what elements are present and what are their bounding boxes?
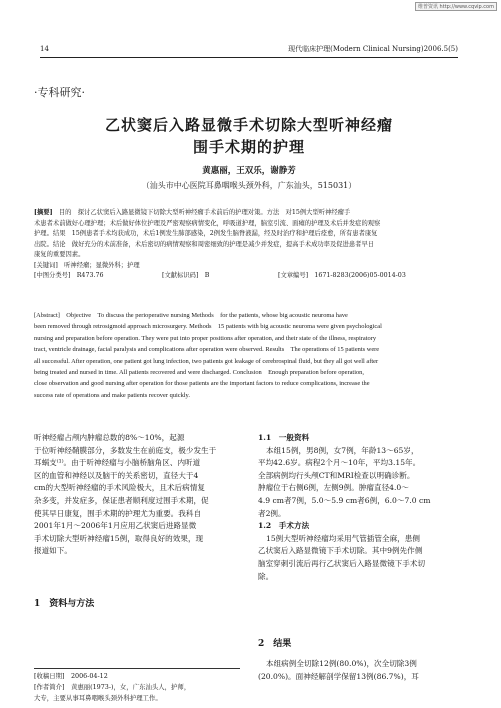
- text-line: 本组病例全切除12例(80.0%)，次全切除3例: [266, 659, 417, 668]
- abstract-en-line: success rate of operations and make patients recover quickly.: [34, 391, 190, 399]
- right-column: [258, 432, 468, 583]
- abstract-cn-tag: [摘要]: [34, 209, 53, 216]
- abstract-en-line: tract, ventricle drainage, facial paralysis and complications after operation were observed. Results The operations of 15 patients were: [34, 346, 380, 354]
- text-line: 15例大型听神经瘤均采用气管插管全麻，患侧: [266, 533, 420, 543]
- footnote-author: [作者简介] 黄惠丽(1973-)，女，广东汕头人，护师，: [34, 683, 191, 691]
- abstract-cn-line: 出院。结论 做好充分的术前准备，术后密切的病情观察和周密细致的护理是减少并发症，提高手术成功率及促进患者早日: [34, 240, 375, 248]
- intro-line: cm的大型听神经瘤的手术风险极大，且术后病情复: [34, 483, 205, 493]
- column-label: ·专科研究·: [34, 86, 85, 99]
- section-heading-1: 1 资料与方法: [34, 599, 95, 609]
- general-data-paragraph: [258, 445, 468, 458]
- page-number: 14: [40, 45, 49, 53]
- abstract-cn-line: 术患者术前做好心理护理；术后做好体位护理及严密观察病情变化，呼吸道护理，脑室引流、面瘫的护理及术后并发症的观察: [34, 219, 381, 227]
- section-heading-2: 2 结果: [258, 639, 292, 649]
- footnote-received: [收稿日期] 2006-04-12: [34, 672, 108, 680]
- text-line: 脑室穿刺引流后再行乙状窦后入路显微镜下手术切: [258, 558, 426, 568]
- watermark-badge: 维普资讯 http://www.cqvip.com: [415, 2, 497, 11]
- abstract-en-line: being treated and nursed in time. All patients recovered and were discharged. Conclusion Enough preparation before operation,: [34, 369, 364, 377]
- text-line: 4.9 cm者7例，5.0～5.9 cm者6例，6.0～7.0 cm: [258, 495, 431, 505]
- classification-code: [中图分类号] R473.76: [34, 272, 104, 279]
- intro-line: 区的血管和神经以及脑干的关系密切，直径大于4: [34, 470, 199, 480]
- abstract-en: [34, 310, 466, 401]
- text-line: 除。: [258, 571, 274, 581]
- intro-line: 手术切除大型听神经瘤15例，取得良好的效果，现: [34, 533, 204, 543]
- abstract-en-line: [Abstract] Objective To discuss the perioperative nursing Methods for the patients, whose big acoustic neuroma have: [34, 312, 348, 319]
- abstract-cn-line: 护理。结果 15例患者手术均获成功，术后1例发生肺部感染，2例发生脑脊液漏，经及时治疗和护理后痊愈，所有患者康复: [34, 230, 378, 237]
- abstract-en-line: been removed through retrosigmoid approach microsurgery. Methods 15 patients with big acoustic neuroma were given psychological: [34, 323, 382, 331]
- keywords: [关键词] 听神经瘤；显微外科；护理: [34, 261, 140, 269]
- intro-line: 2001年1月～2006年1月应用乙状窦后进路显微: [34, 521, 197, 531]
- intro-line: 杂多变，并发症多，保证患者顺利度过围手术期，促: [34, 495, 209, 505]
- results-paragraph: [258, 658, 468, 683]
- classification-row: [34, 271, 464, 282]
- document-code: [文献标识码] B: [162, 272, 210, 279]
- abstract-cn: [34, 208, 464, 282]
- article-title-line1: 乙状窦后入路显微手术切除大型听神经瘤: [104, 116, 393, 134]
- subsection-1-2: 1.2 手术方法: [258, 521, 310, 531]
- abstract-en-line: close observation and good nursing after operation for those patients are the important factors to reduce complications, increase the: [34, 380, 370, 388]
- text-line: 肿瘤位于右侧6例，左侧9例。肿瘤直径4.0～: [258, 483, 409, 493]
- footnote-author-cont: 大专，主要从事耳鼻咽喉头颈外科护理工作。: [34, 694, 162, 702]
- journal-running-header: 现代临床护理(Modern Clinical Nursing)2006.5(5): [288, 45, 458, 53]
- affiliation: （汕头市中心医院耳鼻咽喉头颈外科，广东汕头，515031）: [141, 181, 357, 190]
- abstract-en-line: nursing and preparation before operation. They were put into proper positions after operation, and their state of the illness, respiratory: [34, 334, 377, 342]
- intro-line: 于位听神经鞘膜部分，多数发生在前庭支，极少发生于: [34, 445, 217, 455]
- footnotes: [34, 671, 244, 704]
- text-line: (20.0%)。面神经解剖学保留13例(86.7%)，耳: [258, 671, 419, 681]
- header-rule: [40, 57, 458, 58]
- article-title-line2: 围手术期的护理: [192, 138, 305, 156]
- abstract-cn-text: 目的 探讨乙状窦后入路显微镜下切除大型听神经瘤手术前后的护理对策。方法 对15例大型听神经瘤手: [58, 209, 351, 216]
- intro-paragraph: [34, 432, 242, 558]
- text-line: 平均42.6岁。病程2个月～10年，平均3.15年。: [258, 458, 421, 468]
- footnote-rule: [34, 668, 240, 669]
- subsection-1-1: 1.1 一般资料: [258, 433, 310, 442]
- article-id: [文章编号] 1671-8283(2006)05-0014-03: [278, 272, 406, 279]
- abstract-en-line: all successful. After operation, one patient got lung infection, two patients got leakage of cerebrospinal fluid, but they all got well after: [34, 357, 379, 365]
- surgery-method-paragraph: [258, 533, 468, 546]
- text-line: 乙状窦后入路显微镜下手术切除。其中9例先作侧: [258, 546, 423, 556]
- text-line: 本组15例，男8例，女7例，年龄13～65岁，: [266, 445, 419, 455]
- abstract-cn-line: [34, 208, 464, 219]
- intro-line: 听神经瘤占颅内肿瘤总数的8%～10%，起源: [34, 433, 185, 442]
- text-line: 全部病例均行头颅CT和MRI检查以明确诊断。: [258, 470, 415, 480]
- authors: 黄惠丽，王双乐，谢静芳: [202, 166, 296, 176]
- intro-line: 耳蜗支⁽¹⁾。由于听神经瘤与小脑桥脑角区、内听道: [34, 458, 201, 468]
- text-line: 者2例。: [258, 508, 286, 518]
- intro-line: 使其早日康复，围手术期的护理尤为重要。我科自: [34, 508, 202, 518]
- abstract-cn-line: 康复的重要因素。: [34, 251, 85, 258]
- intro-line: 报道如下。: [34, 546, 72, 556]
